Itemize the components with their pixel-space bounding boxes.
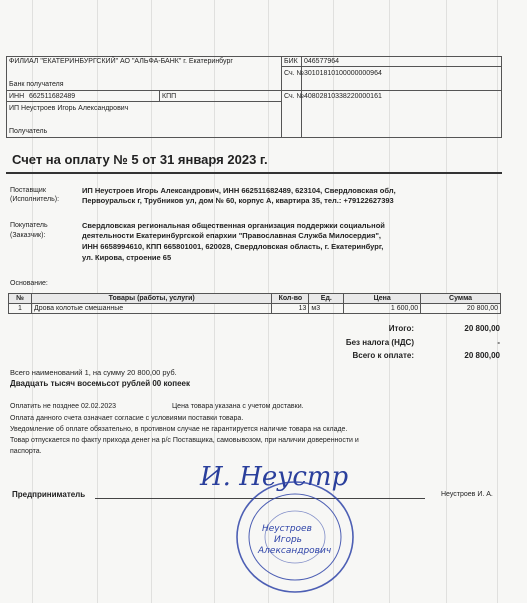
row-price: 1 600,00	[344, 304, 421, 314]
handwritten-signature: И. Неустр	[200, 462, 349, 492]
vat-label: Без налога (НДС)	[345, 338, 414, 347]
corr-account-label: Сч. №	[284, 70, 305, 77]
buyer-line-4: ул. Кирова, строение 65	[82, 253, 172, 262]
row-sum: 20 800,00	[421, 304, 501, 314]
table-header-row	[9, 294, 501, 304]
buyer-label-2: (Заказчик):	[10, 232, 46, 239]
note-4: Товар отпускается по факту прихода денег на р/с Поставщика, самовывозом, при наличии доверенности и	[10, 437, 359, 444]
col-qty: Кол-во	[272, 294, 309, 304]
amount-in-words: Двадцать тысяч восемьсот рублей 00 копеек	[10, 379, 190, 388]
recipient-account-value: 40802810338220000161	[304, 93, 382, 100]
invoice-title: Счет на оплату № 5 от 31 января 2023 г.	[12, 152, 268, 167]
note-2: Оплата данного счета означает согласие с условиями поставки товара.	[10, 415, 244, 422]
col-unit: Ед.	[309, 294, 344, 304]
items-table	[8, 293, 501, 314]
corr-account-value: 30101810100000000964	[304, 70, 382, 77]
bank-label: Банк получателя	[9, 81, 64, 88]
supplier-label-2: (Исполнитель):	[10, 196, 60, 203]
col-sum: Сумма	[421, 294, 501, 304]
buyer-line-3: ИНН 6658994610, КПП 665801001, 620028, Свердловская область, г. Екатеринбург,	[82, 242, 384, 251]
note-3: Уведомление об оплате обязательно, в противном случае не гарантируется наличие товара на складе.	[10, 426, 348, 433]
total-value: 20 800,00	[464, 324, 500, 333]
row-num: 1	[9, 304, 32, 314]
row-unit: м3	[309, 304, 344, 314]
bik-value: 046577964	[304, 58, 340, 65]
supplier-line-1: ИП Неустроев Игорь Александрович, ИНН 662511682489, 623104, Свердловская обл,	[82, 186, 396, 195]
stamp-line-2: Игорь	[274, 535, 302, 545]
pay-value: 20 800,00	[464, 351, 500, 360]
note-5: паспорта.	[10, 448, 42, 455]
bank-name: ФИЛИАЛ "ЕКАТЕРИНБУРГСКИЙ" АО "АЛЬФА-БАНК" г. Екатеринбург	[9, 58, 233, 65]
items-summary: Всего наименований 1, на сумму 20 800,00 руб.	[10, 368, 177, 377]
row-qty: 13	[272, 304, 309, 314]
buyer-label: Покупатель	[10, 222, 48, 229]
vat-value: -	[497, 338, 500, 347]
bik-label: БИК	[284, 58, 298, 65]
signer-name: Неустроев И. А.	[441, 491, 493, 498]
recipient-name: ИП Неустроев Игорь Александрович	[9, 105, 129, 112]
recipient-label: Получатель	[9, 128, 48, 135]
price-note: Цена товара указана с учетом доставки.	[172, 403, 304, 410]
buyer-line-1: Свердловская региональная общественная организация поддержки социальной	[82, 221, 385, 230]
table-row	[9, 304, 501, 314]
supplier-line-2: Первоуральск г, Трубников ул, дом № 60, корпус А, квартира 35, тел.: +79122627393	[82, 196, 394, 205]
signature-label: Предприниматель	[12, 490, 86, 499]
buyer-line-2: деятельности Екатеринбургской епархии "Православная Служба Милосердия",	[82, 231, 381, 240]
inn-label: ИНН	[9, 93, 25, 100]
col-name: Товары (работы, услуги)	[31, 294, 271, 304]
stamp-line-1: Неустроев	[262, 524, 312, 534]
pay-label: Всего к оплате:	[352, 351, 414, 360]
stamp-line-3: Александрович	[258, 546, 332, 556]
kpp-label: КПП	[162, 93, 177, 100]
col-price: Цена	[344, 294, 421, 304]
total-label: Итого:	[388, 324, 414, 333]
basis-label: Основание:	[10, 280, 48, 287]
col-num: №	[9, 294, 32, 304]
recipient-account-label: Сч. №	[284, 93, 305, 100]
payment-deadline: Оплатить не позднее 02.02.2023	[10, 403, 117, 410]
supplier-label: Поставщик	[10, 187, 46, 194]
bank-details-frame	[6, 56, 502, 138]
inn-value: 662511682489	[29, 93, 76, 100]
row-name: Дрова колотые смешанные	[31, 304, 271, 314]
